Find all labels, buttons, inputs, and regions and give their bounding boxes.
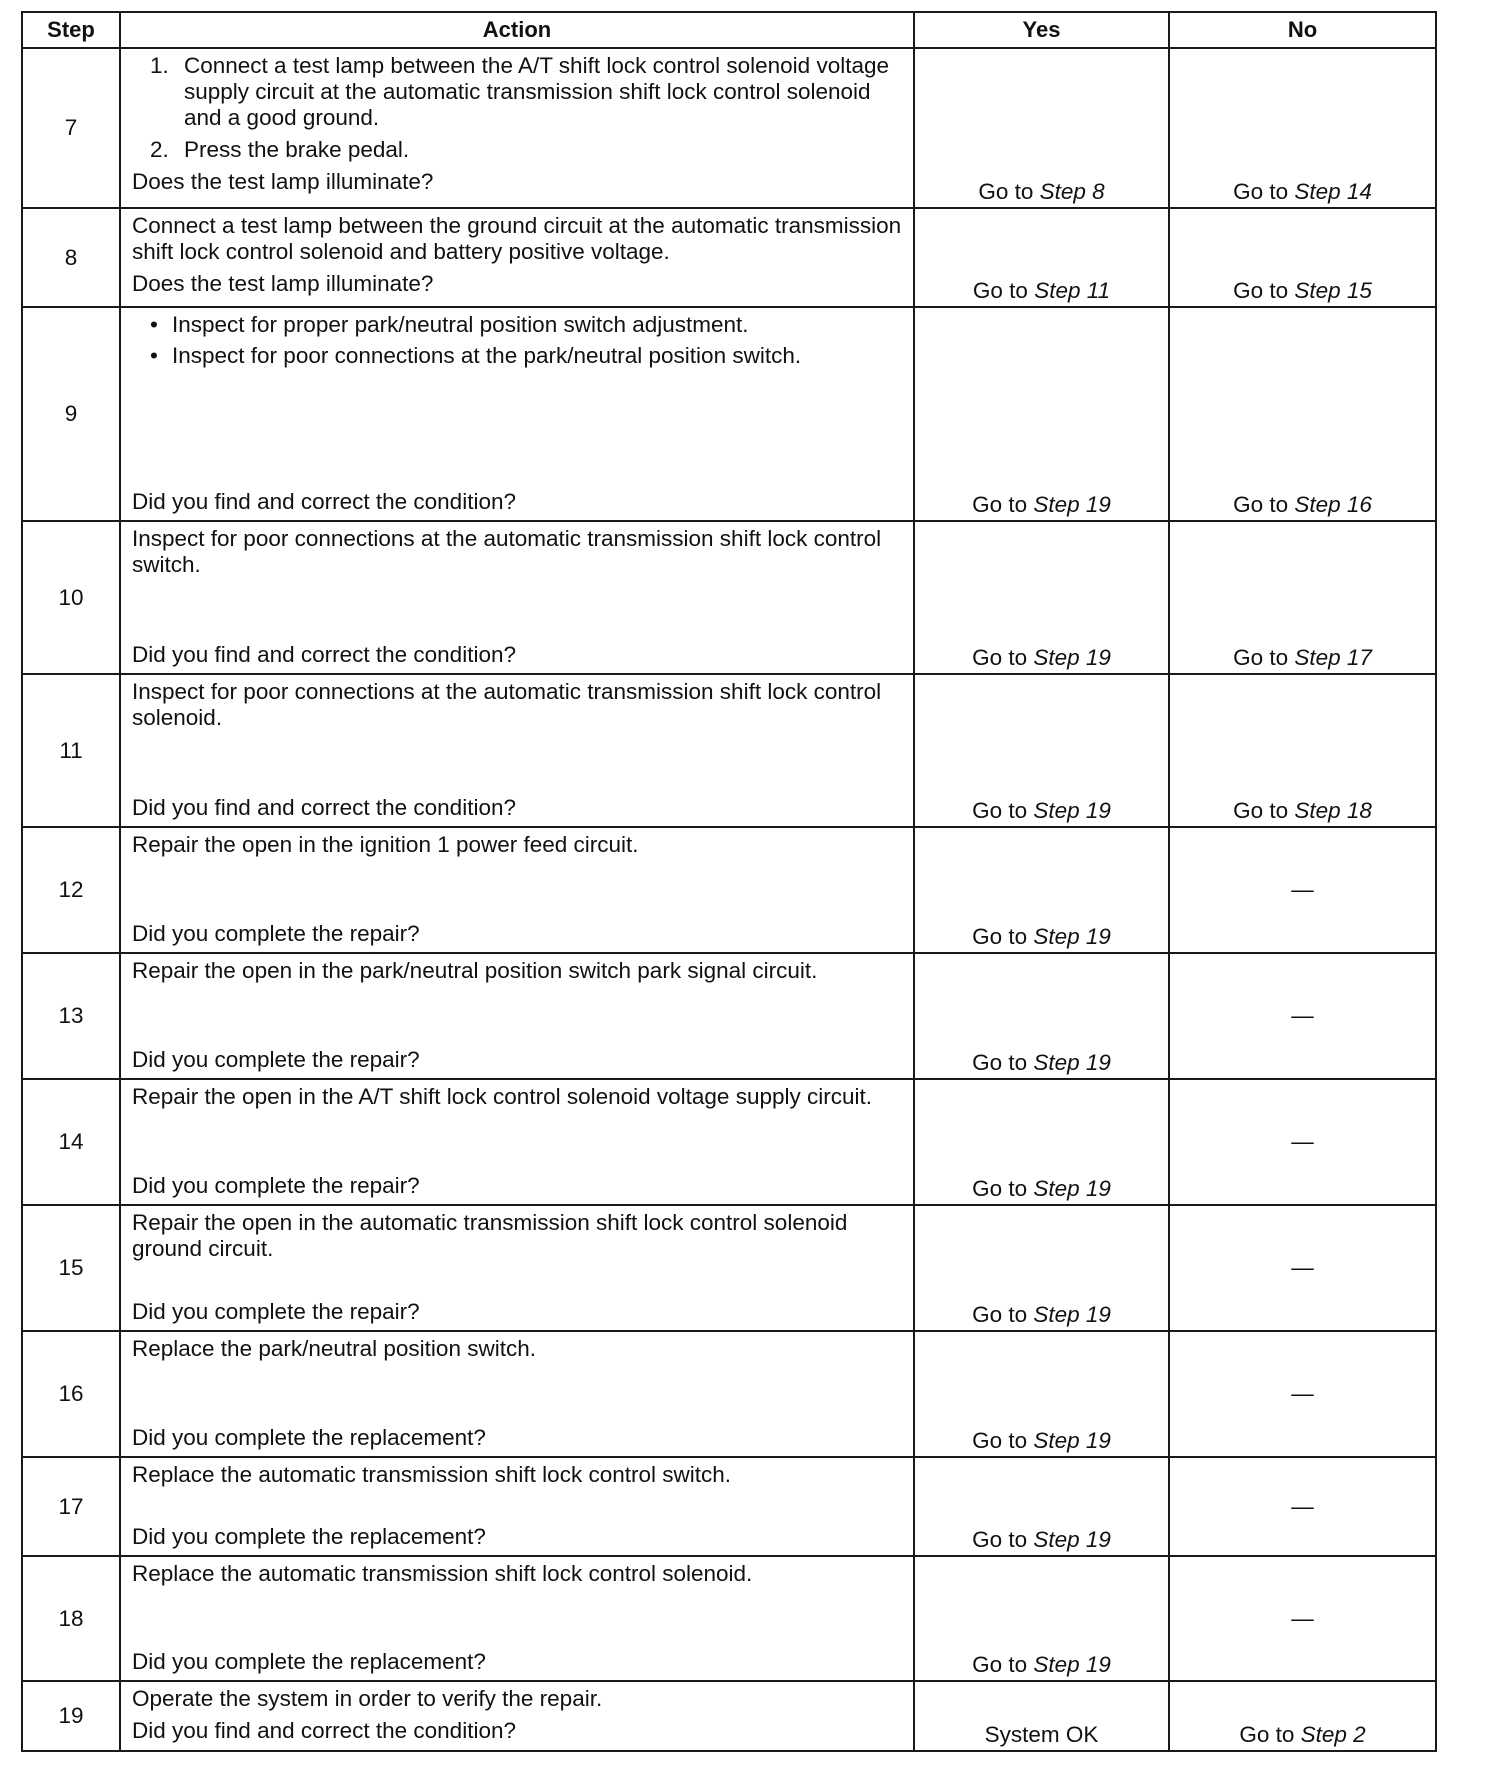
step-reference: Step 19 bbox=[1033, 1652, 1111, 1677]
action-description: Replace the park/neutral position switch. bbox=[132, 1336, 536, 1361]
table-row bbox=[22, 827, 1436, 953]
step-number: 10 bbox=[22, 521, 120, 674]
no-cell: Go to Step 15 bbox=[1169, 208, 1436, 307]
step-reference: Step 19 bbox=[1033, 1527, 1111, 1552]
action-description: Repair the open in the automatic transmission shift lock control solenoid ground circuit. bbox=[132, 1210, 848, 1261]
no-cell: — bbox=[1169, 1457, 1436, 1556]
question: Did you complete the repair? bbox=[132, 1173, 420, 1198]
table-row bbox=[22, 307, 1436, 521]
yes-cell: Go to Step 19 bbox=[914, 827, 1169, 953]
action-cell bbox=[120, 521, 914, 674]
table-row bbox=[22, 208, 1436, 307]
action-cell bbox=[120, 1681, 914, 1751]
step-number: 7 bbox=[22, 48, 120, 208]
no-cell: — bbox=[1169, 1205, 1436, 1331]
action-description: Repair the open in the park/neutral position switch park signal circuit. bbox=[132, 958, 818, 983]
table-row bbox=[22, 521, 1436, 674]
header-action: Action bbox=[120, 12, 914, 48]
question: Did you complete the replacement? bbox=[132, 1425, 486, 1450]
step-reference: Step 19 bbox=[1033, 1050, 1111, 1075]
list-item: • Inspect for proper park/neutral position switch adjustment. bbox=[150, 312, 749, 337]
yes-cell: Go to Step 8 bbox=[914, 48, 1169, 208]
list-item: • Inspect for poor connections at the park/neutral position switch. bbox=[150, 343, 802, 368]
yes-cell: Go to Step 19 bbox=[914, 1457, 1169, 1556]
yes-cell: Go to Step 19 bbox=[914, 521, 1169, 674]
step-reference: Step 2 bbox=[1300, 1722, 1366, 1747]
question: Did you find and correct the condition? bbox=[132, 642, 516, 667]
action-cell bbox=[120, 208, 914, 307]
numbered-list bbox=[132, 53, 903, 163]
action-cell bbox=[120, 953, 914, 1079]
step-number: 19 bbox=[22, 1681, 120, 1751]
step-number: 8 bbox=[22, 208, 120, 307]
table-row bbox=[22, 953, 1436, 1079]
yes-cell: Go to Step 19 bbox=[914, 1205, 1169, 1331]
header-yes: Yes bbox=[914, 12, 1169, 48]
yes-cell: Go to Step 19 bbox=[914, 1079, 1169, 1205]
question: Did you complete the repair? bbox=[132, 1299, 420, 1324]
question: Does the test lamp illuminate? bbox=[132, 271, 434, 296]
step-number: 9 bbox=[22, 307, 120, 521]
action-description: Repair the open in the A/T shift lock control solenoid voltage supply circuit. bbox=[132, 1084, 872, 1109]
step-reference: Step 19 bbox=[1033, 924, 1111, 949]
bullet-list bbox=[132, 312, 903, 369]
header-row bbox=[22, 12, 1436, 48]
question: Did you find and correct the condition? bbox=[132, 489, 516, 514]
step-number: 15 bbox=[22, 1205, 120, 1331]
no-cell: — bbox=[1169, 1079, 1436, 1205]
step-reference: Step 17 bbox=[1294, 645, 1372, 670]
action-description: Replace the automatic transmission shift lock control solenoid. bbox=[132, 1561, 753, 1586]
table-row bbox=[22, 48, 1436, 208]
action-cell bbox=[120, 674, 914, 827]
question: Did you find and correct the condition? bbox=[132, 1718, 516, 1743]
step-reference: Step 15 bbox=[1294, 278, 1372, 303]
no-cell: Go to Step 14 bbox=[1169, 48, 1436, 208]
question: Did you complete the replacement? bbox=[132, 1649, 486, 1674]
table-row bbox=[22, 1681, 1436, 1751]
table-row bbox=[22, 1556, 1436, 1681]
step-reference: Step 19 bbox=[1033, 1302, 1111, 1327]
step-number: 18 bbox=[22, 1556, 120, 1681]
no-cell: — bbox=[1169, 1331, 1436, 1457]
list-item: 1. Connect a test lamp between the A/T shift lock control solenoid voltage supply circuit at the automatic transmission shift lock control solenoid and a good ground. bbox=[150, 53, 889, 130]
no-cell: — bbox=[1169, 953, 1436, 1079]
table-row bbox=[22, 1331, 1436, 1457]
table-row bbox=[22, 1079, 1436, 1205]
action-cell bbox=[120, 307, 914, 521]
step-number: 12 bbox=[22, 827, 120, 953]
step-number: 17 bbox=[22, 1457, 120, 1556]
step-reference: Step 11 bbox=[1034, 278, 1111, 303]
action-description: Inspect for poor connections at the automatic transmission shift lock control switch. bbox=[132, 526, 882, 577]
list-item: 2. Press the brake pedal. bbox=[150, 137, 410, 162]
step-reference: Step 19 bbox=[1033, 798, 1111, 823]
yes-cell: Go to Step 19 bbox=[914, 1556, 1169, 1681]
table-row bbox=[22, 674, 1436, 827]
no-cell: Go to Step 18 bbox=[1169, 674, 1436, 827]
no-cell: — bbox=[1169, 1556, 1436, 1681]
action-description: Repair the open in the ignition 1 power feed circuit. bbox=[132, 832, 639, 857]
yes-cell: Go to Step 19 bbox=[914, 674, 1169, 827]
no-cell: — bbox=[1169, 827, 1436, 953]
step-reference: Step 16 bbox=[1294, 492, 1372, 517]
step-number: 16 bbox=[22, 1331, 120, 1457]
question: Did you find and correct the condition? bbox=[132, 795, 516, 820]
yes-cell: Go to Step 11 bbox=[914, 208, 1169, 307]
action-description: Inspect for poor connections at the automatic transmission shift lock control solenoid. bbox=[132, 679, 882, 730]
action-description: Replace the automatic transmission shift lock control switch. bbox=[132, 1462, 731, 1487]
action-description: Operate the system in order to verify the repair. bbox=[132, 1686, 603, 1711]
action-cell bbox=[120, 1556, 914, 1681]
question: Does the test lamp illuminate? bbox=[132, 169, 434, 194]
step-reference: Step 19 bbox=[1033, 1176, 1111, 1201]
step-number: 11 bbox=[22, 674, 120, 827]
step-reference: Step 14 bbox=[1294, 179, 1372, 204]
step-reference: Step 8 bbox=[1039, 179, 1105, 204]
yes-cell: System OK bbox=[914, 1681, 1169, 1751]
step-number: 13 bbox=[22, 953, 120, 1079]
action-cell bbox=[120, 1205, 914, 1331]
step-reference: Step 19 bbox=[1033, 1428, 1111, 1453]
no-cell: Go to Step 2 bbox=[1169, 1681, 1436, 1751]
header-no: No bbox=[1169, 12, 1436, 48]
yes-cell: Go to Step 19 bbox=[914, 1331, 1169, 1457]
action-cell bbox=[120, 1457, 914, 1556]
action-cell bbox=[120, 1079, 914, 1205]
question: Did you complete the repair? bbox=[132, 921, 420, 946]
question: Did you complete the replacement? bbox=[132, 1524, 486, 1549]
question: Did you complete the repair? bbox=[132, 1047, 420, 1072]
step-number: 14 bbox=[22, 1079, 120, 1205]
no-cell: Go to Step 17 bbox=[1169, 521, 1436, 674]
action-cell bbox=[120, 827, 914, 953]
step-reference: Step 19 bbox=[1033, 645, 1111, 670]
table-row bbox=[22, 1457, 1436, 1556]
step-reference: Step 18 bbox=[1294, 798, 1372, 823]
action-description: Connect a test lamp between the ground circuit at the automatic transmission shift lock control solenoid and battery positive voltage. bbox=[132, 213, 902, 264]
no-cell: Go to Step 16 bbox=[1169, 307, 1436, 521]
action-cell bbox=[120, 48, 914, 208]
yes-cell: Go to Step 19 bbox=[914, 307, 1169, 521]
yes-cell: Go to Step 19 bbox=[914, 953, 1169, 1079]
step-reference: Step 19 bbox=[1033, 492, 1111, 517]
diagnostic-table bbox=[21, 11, 1437, 1752]
table-row bbox=[22, 1205, 1436, 1331]
header-step: Step bbox=[22, 12, 120, 48]
action-cell bbox=[120, 1331, 914, 1457]
